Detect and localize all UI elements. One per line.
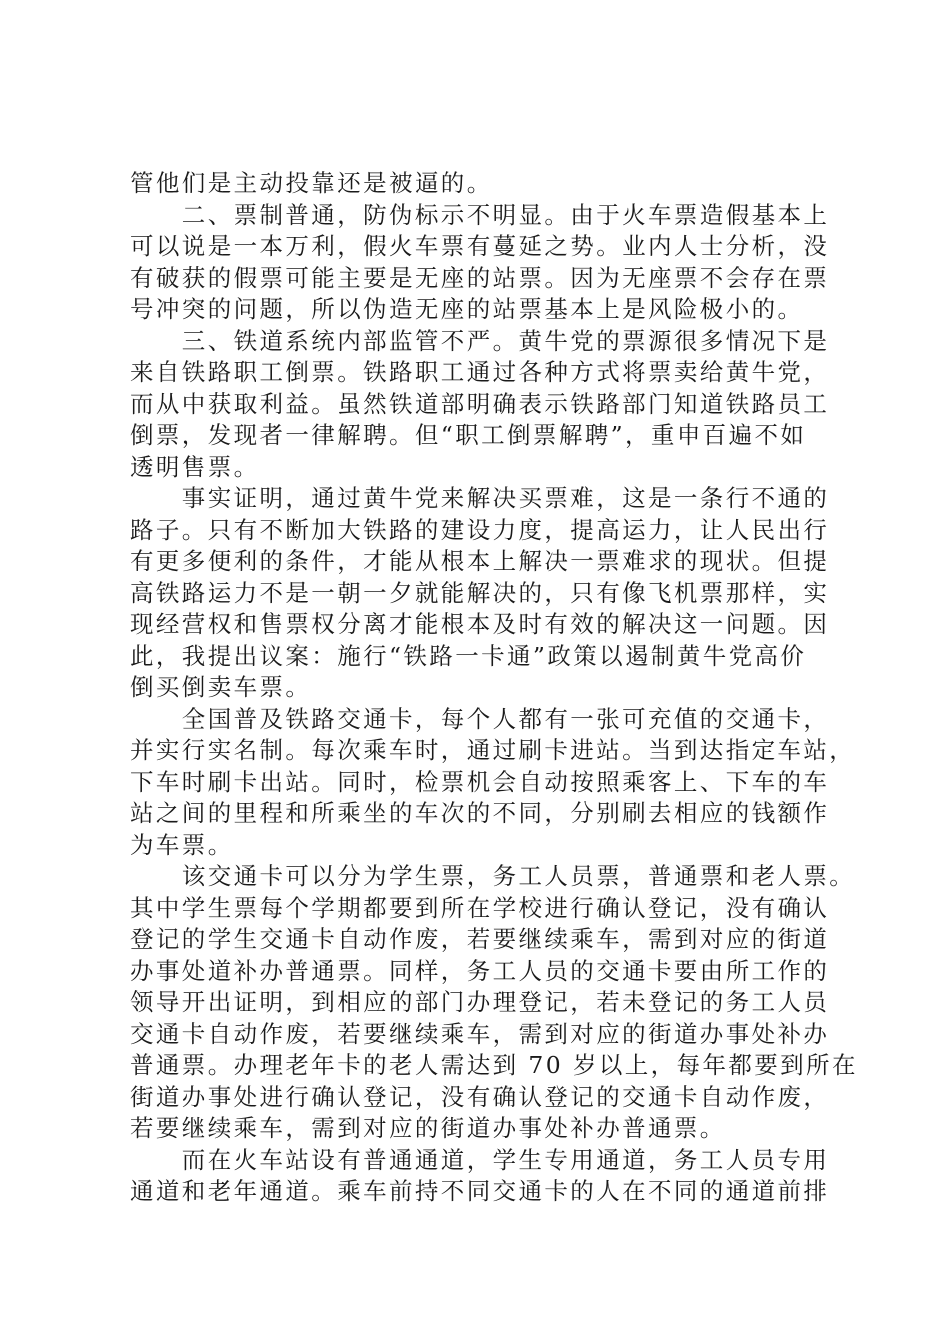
document-body bbox=[130, 168, 858, 1208]
text-line: 而从中获取利益。虽然铁道部明确表示铁路部门知道铁路员工 bbox=[130, 389, 830, 418]
text-line: 有破获的假票可能主要是无座的站票。因为无座票不会存在票 bbox=[130, 263, 830, 292]
text-line: 通道和老年通道。乘车前持不同交通卡的人在不同的通道前排 bbox=[130, 1177, 830, 1205]
text-line: 事实证明，通过黄牛党来解决买票难，这是一条行不通的 bbox=[130, 484, 830, 512]
text-line: 可以说是一本万利，假火车票有蔓延之势。业内人士分析，没 bbox=[130, 232, 830, 260]
text-line: 透明售票。 bbox=[130, 452, 260, 481]
text-line: 交通卡自动作废，若要继续乘车，需到对应的街道办事处补办 bbox=[130, 1019, 830, 1048]
text-line: 其中学生票每个学期都要到所在学校进行确认登记，没有确认 bbox=[130, 893, 830, 922]
text-line: 倒买倒卖车票。 bbox=[130, 673, 312, 701]
text-line: 此，我提出议案：施行“铁路一卡通”政策以遏制黄牛党高价 bbox=[130, 641, 807, 670]
text-line: 倒票，发现者一律解聘。但“职工倒票解聘”，重申百遍不如 bbox=[130, 421, 807, 449]
text-line: 来自铁路职工倒票。铁路职工通过各种方式将票卖给黄牛党， bbox=[130, 358, 830, 386]
text-line: 二、票制普通，防伪标示不明显。由于火车票造假基本上 bbox=[130, 200, 830, 229]
text-line: 路子。只有不断加大铁路的建设力度，提高运力，让人民出行 bbox=[130, 515, 830, 544]
text-line: 管他们是主动投靠还是被逼的。 bbox=[130, 169, 493, 197]
text-line: 有更多便利的条件，才能从根本上解决一票难求的现状。但提 bbox=[130, 547, 830, 575]
text-line: 该交通卡可以分为学生票，务工人员票，普通票和老人票。 bbox=[130, 862, 856, 890]
text-line: 领导开出证明，到相应的部门办理登记，若未登记的务工人员 bbox=[130, 988, 830, 1016]
text-line: 为车票。 bbox=[130, 830, 234, 859]
text-line: 高铁路运力不是一朝一夕就能解决的，只有像飞机票那样，实 bbox=[130, 578, 830, 607]
text-line: 若要继续乘车，需到对应的街道办事处补办普通票。 bbox=[130, 1114, 726, 1142]
text-line: 街道办事处进行确认登记，没有确认登记的交通卡自动作废， bbox=[130, 1082, 830, 1111]
text-line: 下车时刷卡出站。同时，检票机会自动按照乘客上、下车的车 bbox=[130, 767, 830, 796]
text-line: 而在火车站设有普通通道，学生专用通道，务工人员专用 bbox=[130, 1145, 830, 1174]
text-line: 并实行实名制。每次乘车时，通过刷卡进站。当到达指定车站， bbox=[130, 736, 856, 764]
text-line: 普通票。办理老年卡的老人需达到 70 岁以上，每年都要到所在 bbox=[130, 1051, 858, 1079]
text-line: 现经营权和售票权分离才能根本及时有效的解决这一问题。因 bbox=[130, 610, 830, 638]
text-line: 全国普及铁路交通卡，每个人都有一张可充值的交通卡， bbox=[130, 704, 830, 733]
text-line: 三、铁道系统内部监管不严。黄牛党的票源很多情况下是 bbox=[130, 326, 830, 355]
text-line: 号冲突的问题，所以伪造无座的站票基本上是风险极小的。 bbox=[130, 295, 804, 323]
text-line: 办事处道补办普通票。同样，务工人员的交通卡要由所工作的 bbox=[130, 956, 830, 985]
text-line: 站之间的里程和所乘坐的车次的不同，分别刷去相应的钱额作 bbox=[130, 799, 830, 827]
text-line: 登记的学生交通卡自动作废，若要继续乘车，需到对应的街道 bbox=[130, 925, 830, 953]
